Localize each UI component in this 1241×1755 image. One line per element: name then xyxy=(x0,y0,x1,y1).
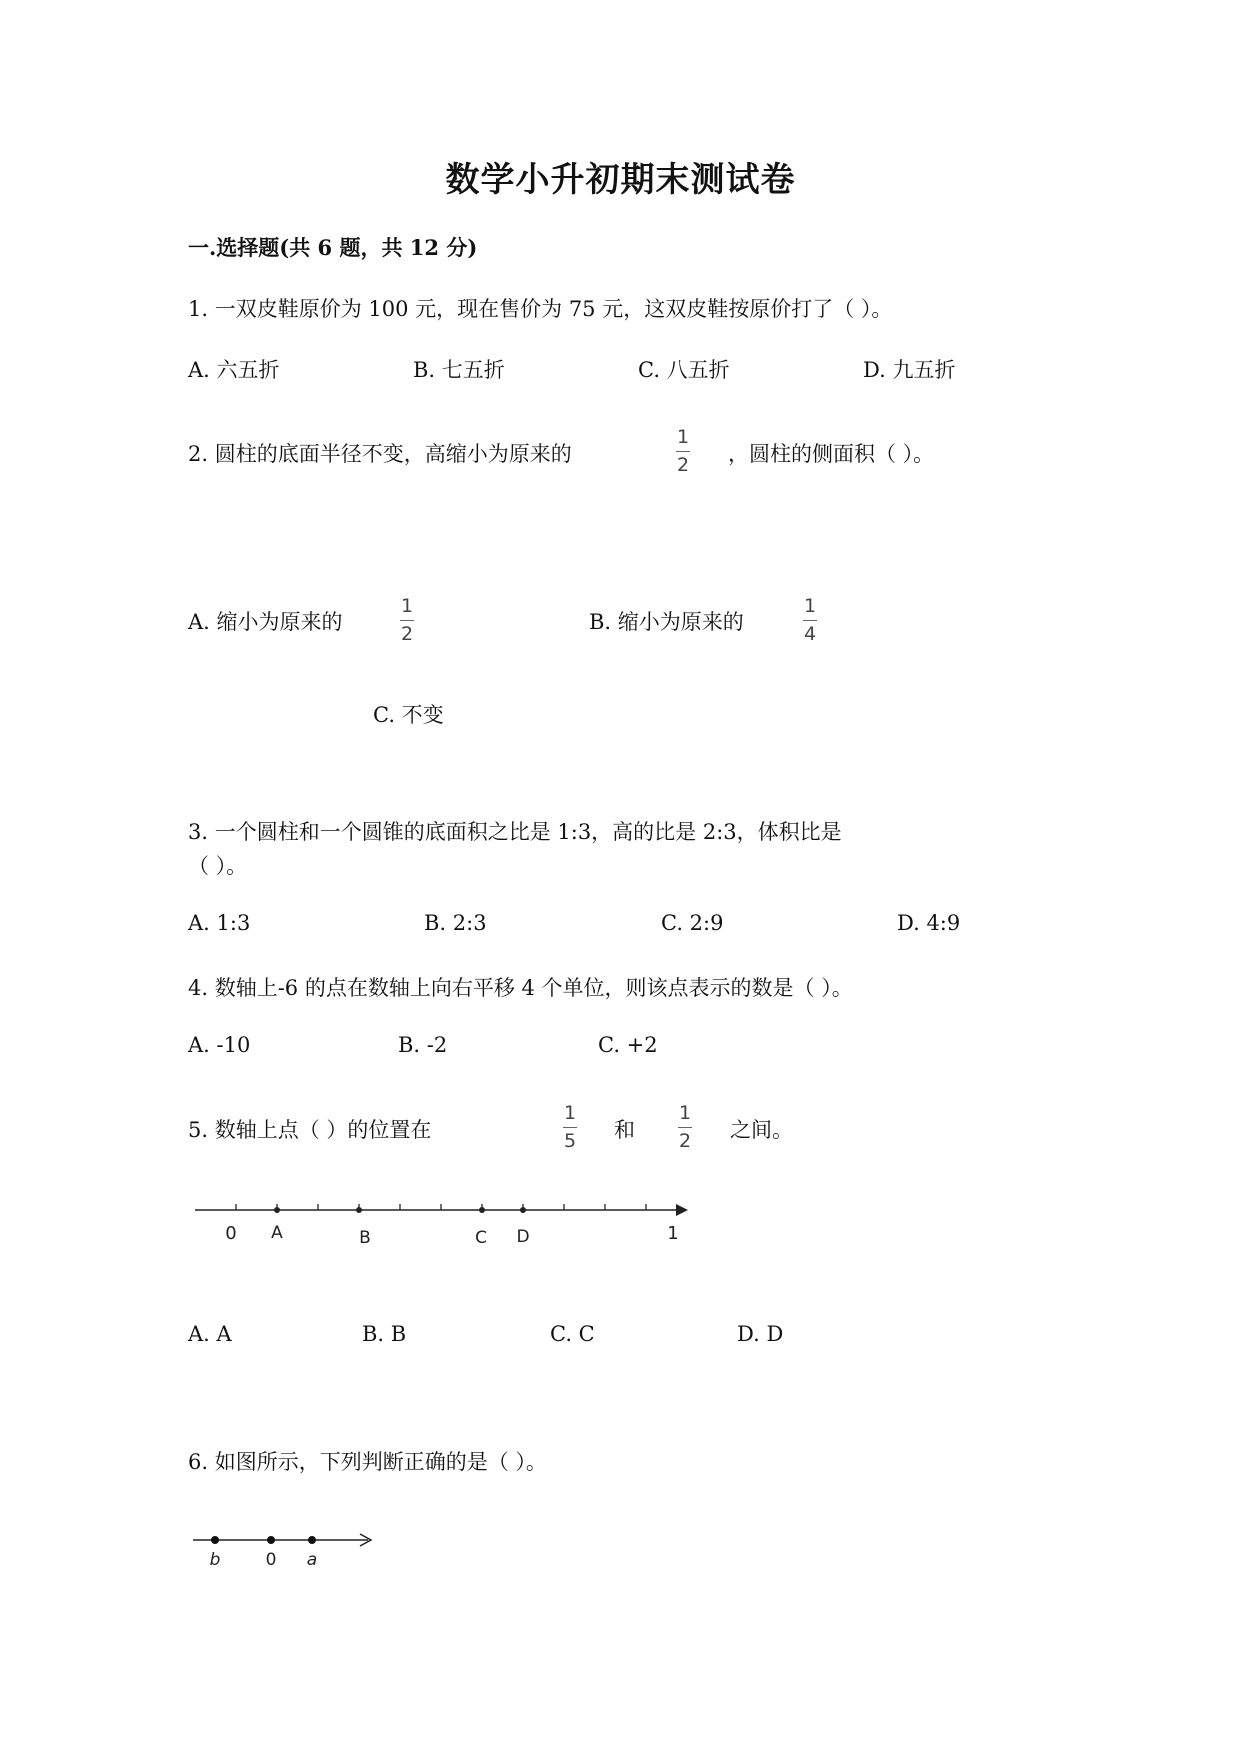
question-5-text-before: 5. 数轴上点（ ）的位置在 xyxy=(188,1118,432,1142)
q5-option-b: B. B xyxy=(362,1322,407,1346)
q5-number-line-figure xyxy=(188,1195,688,1265)
fraction-bar xyxy=(676,451,690,452)
q1-option-d: D. 九五折 xyxy=(863,358,956,382)
label-d: D xyxy=(516,1227,530,1247)
question-3-line-1: 3. 一个圆柱和一个圆锥的底面积之比是 1:3，高的比是 2:3，体积比是 xyxy=(188,820,842,844)
q3-option-b: B. 2:3 xyxy=(424,911,487,935)
fraction-bar xyxy=(678,1127,692,1128)
q2-option-c: C. 不变 xyxy=(373,703,444,727)
fraction-bar xyxy=(400,620,414,621)
fraction-numerator: 1 xyxy=(678,1102,692,1124)
label-one: 1 xyxy=(667,1223,679,1244)
q2-option-a-fraction xyxy=(400,597,414,644)
q3-option-c: C. 2:9 xyxy=(661,911,724,935)
fraction-numerator: 1 xyxy=(676,426,690,448)
q5-fraction-1 xyxy=(563,1104,577,1151)
q1-option-c: C. 八五折 xyxy=(638,358,730,382)
q6-number-line-figure xyxy=(188,1523,388,1573)
q2-option-b: B. 缩小为原来的 xyxy=(589,610,744,634)
question-4-text: 4. 数轴上-6 的点在数轴上向右平移 4 个单位，则该点表示的数是（ ）。 xyxy=(188,976,853,1000)
fraction-numerator: 1 xyxy=(563,1102,577,1124)
point-c xyxy=(479,1207,485,1213)
q5-option-c: C. C xyxy=(550,1322,595,1346)
q1-option-a: A. 六五折 xyxy=(188,358,280,382)
question-6-text: 6. 如图所示，下列判断正确的是（ ）。 xyxy=(188,1450,547,1474)
label-c: C xyxy=(475,1228,487,1248)
section-heading: 一.选择题(共 6 题，共 12 分) xyxy=(188,235,478,260)
label-b: B xyxy=(359,1228,371,1248)
fraction-numerator: 1 xyxy=(400,595,414,617)
label-zero: 0 xyxy=(225,1223,237,1244)
fraction-numerator: 1 xyxy=(803,595,817,617)
point-b xyxy=(211,1536,219,1544)
q2-option-a: A. 缩小为原来的 xyxy=(188,610,343,634)
question-5-text-mid: 和 xyxy=(614,1118,635,1142)
fraction-bar xyxy=(803,620,817,621)
axis-arrow-icon xyxy=(676,1204,688,1216)
fraction-denominator: 4 xyxy=(803,623,817,645)
question-3-line-2: （ ）。 xyxy=(188,854,248,878)
question-1-text: 1. 一双皮鞋原价为 100 元，现在售价为 75 元，这双皮鞋按原价打了（ ）。 xyxy=(188,297,893,321)
fraction-denominator: 5 xyxy=(563,1130,577,1152)
label-a: A xyxy=(271,1223,283,1243)
q4-option-a: A. -10 xyxy=(188,1033,251,1057)
q4-option-c: C. +2 xyxy=(598,1033,658,1057)
q5-option-a: A. A xyxy=(188,1322,232,1346)
point-d xyxy=(520,1207,526,1213)
tick-marks xyxy=(236,1204,646,1210)
q5-fraction-2 xyxy=(678,1104,692,1151)
label-zero: 0 xyxy=(265,1550,277,1570)
q2-option-b-fraction xyxy=(803,597,817,644)
question-2-text-after: ，圆柱的侧面积（ ）。 xyxy=(728,442,935,466)
q2-fraction xyxy=(676,428,690,475)
question-5-text-after: 之间。 xyxy=(730,1118,793,1142)
q3-option-d: D. 4:9 xyxy=(897,911,961,935)
q4-option-b: B. -2 xyxy=(398,1033,448,1057)
question-2-text-before: 2. 圆柱的底面半径不变，高缩小为原来的 xyxy=(188,442,572,466)
point-a xyxy=(308,1536,316,1544)
point-a xyxy=(274,1207,280,1213)
fraction-bar xyxy=(563,1127,577,1128)
q5-option-d: D. D xyxy=(737,1322,784,1346)
fraction-denominator: 2 xyxy=(676,454,690,476)
page-title: 数学小升初期末测试卷 xyxy=(445,160,796,200)
label-b: b xyxy=(209,1550,221,1570)
q1-option-b: B. 七五折 xyxy=(413,358,505,382)
label-a: a xyxy=(306,1550,318,1570)
fraction-denominator: 2 xyxy=(678,1130,692,1152)
point-b xyxy=(356,1207,362,1213)
q3-option-a: A. 1:3 xyxy=(188,911,251,935)
fraction-denominator: 2 xyxy=(400,623,414,645)
point-zero xyxy=(267,1536,275,1544)
